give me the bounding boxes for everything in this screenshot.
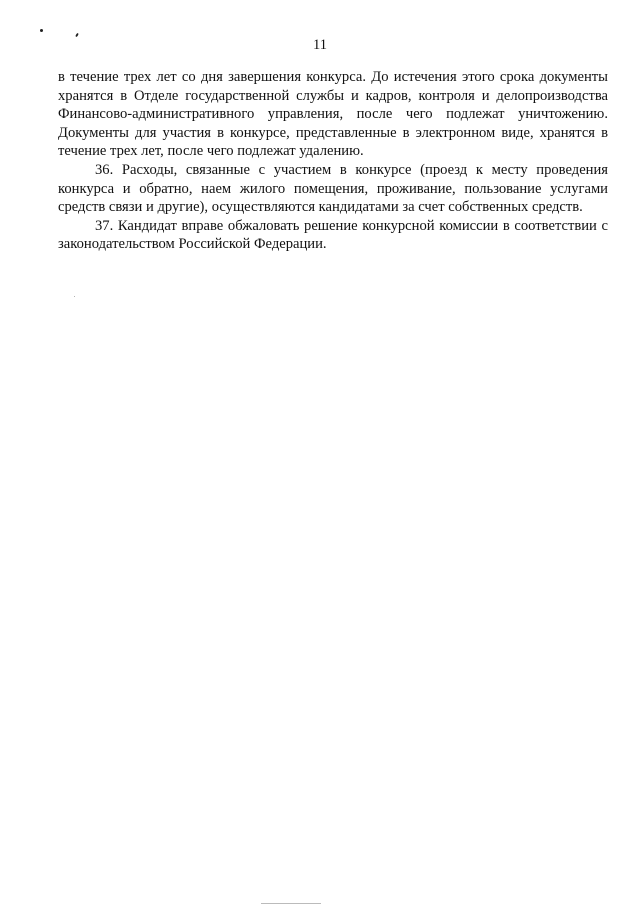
- document-body: [58, 68, 608, 254]
- paragraph-continuation: в течение трех лет со дня завершения конкурса. До истечения этого срока документы хранятся в Отделе государственной службы и кадров, контроля и делопроизводства Финансово-административного управления, после чего подлежат уничтожению. Документы для участия в конкурсе, представленные в электронном виде, хранятся в течение трех лет, после чего подлежат удалению.: [58, 69, 608, 160]
- page-number: 11: [313, 37, 327, 53]
- paragraph-36: 36. Расходы, связанные с участием в конкурсе (проезд к месту проведения конкурса и обратно, наем жилого помещения, проживание, пользование услугами средств связи и другие), осуществляются кандидатами за счет собственных средств.: [58, 161, 608, 216]
- paragraph-37: 37. Кандидат вправе обжаловать решение конкурсной комиссии в соответствии с законодательством Российской Федерации.: [58, 217, 608, 253]
